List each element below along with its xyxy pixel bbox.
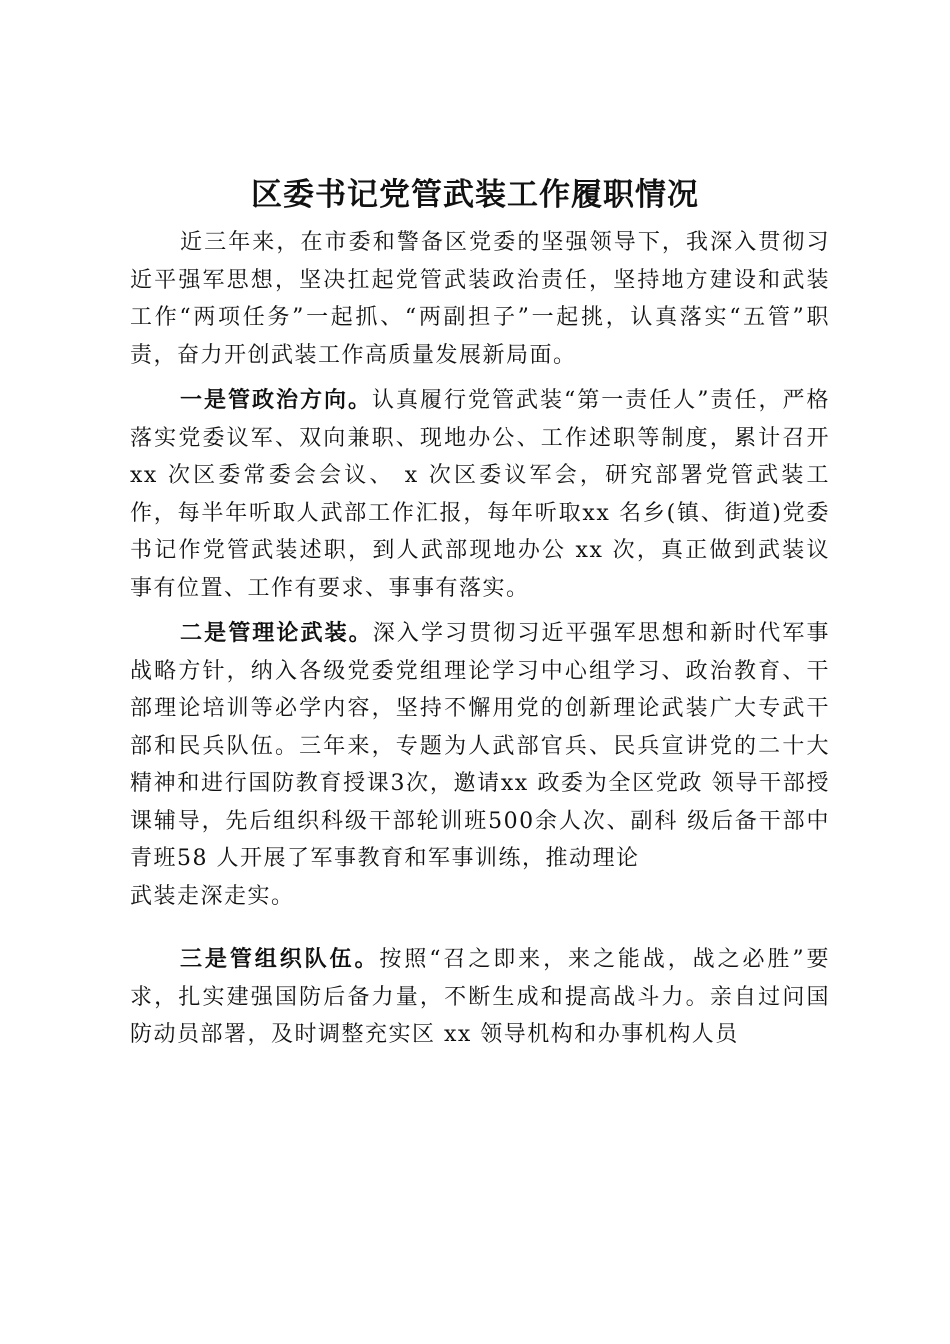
paragraph-lead: 二是管理论武装。 [180,620,373,646]
paragraph-intro [130,224,830,374]
paragraph-text: 近三年来，在市委和警备区党委的坚强领导下，我深入贯彻习近平强军思想，坚决扛起党管武装政治责任，坚持地方建设和武装工作“两项任务”一起抓、“两副担子”一起挑，认真落实“五管”职责，奋力开创武装工作高质量发展新局面。 [130,230,830,368]
document-title: 区委书记党管武装工作履职情况 [251,177,699,213]
paragraph-text: 按照“召之即来，来之能战，战之必胜”要求，扎实建强国防后备力量，不断生成和提高战斗力。亲自过问国防动员部署，及时调整充实区 xx 领导机构和办事机构人员 [130,947,830,1047]
paragraph-lead: 一是管政治方向。 [180,387,372,413]
paragraph-text: 深入学习贯彻习近平强军思想和新时代军事战略方针，纳入各级党委党组理论学习中心组学习、政治教育、干部理论培训等必学内容，坚持不懈用党的创新理论武装广大专武干部和民兵队伍。三年来，专题为人武部官兵、民兵宣讲党的二十大精神和进行国防教育授课3次，邀请xx 政委为全区党政 领导干部授课辅导，先后组织科级干部轮训班500余人次、副科 级后备干部中青班58 人开展了军事教育和军事训练，推动理论 [130,621,830,871]
paragraph-political-direction [130,382,830,607]
paragraph-lead: 三是管组织队伍。 [180,946,380,972]
paragraph-organization-team [130,941,830,1054]
document-body [130,224,830,1062]
paragraph-theory-armament [130,615,830,878]
paragraph-carryover-line: 武装走深走实。 [130,883,295,909]
paragraph-text: 认真履行党管武装“第一责任人”责任，严格落实党委议军、双向兼职、现地办公、工作述职等制度，累计召开 xx 次区委常委会会议、 x 次区委议军会，研究部署党管武装工作，每半年听取人武部工作汇报，每年听取xx 名乡(镇、街道)党委书记作党管武装述职，到人武部现地办公 xx 次，真正做到武装议事有位置、工作有要求、事事有落实。 [130,388,830,601]
